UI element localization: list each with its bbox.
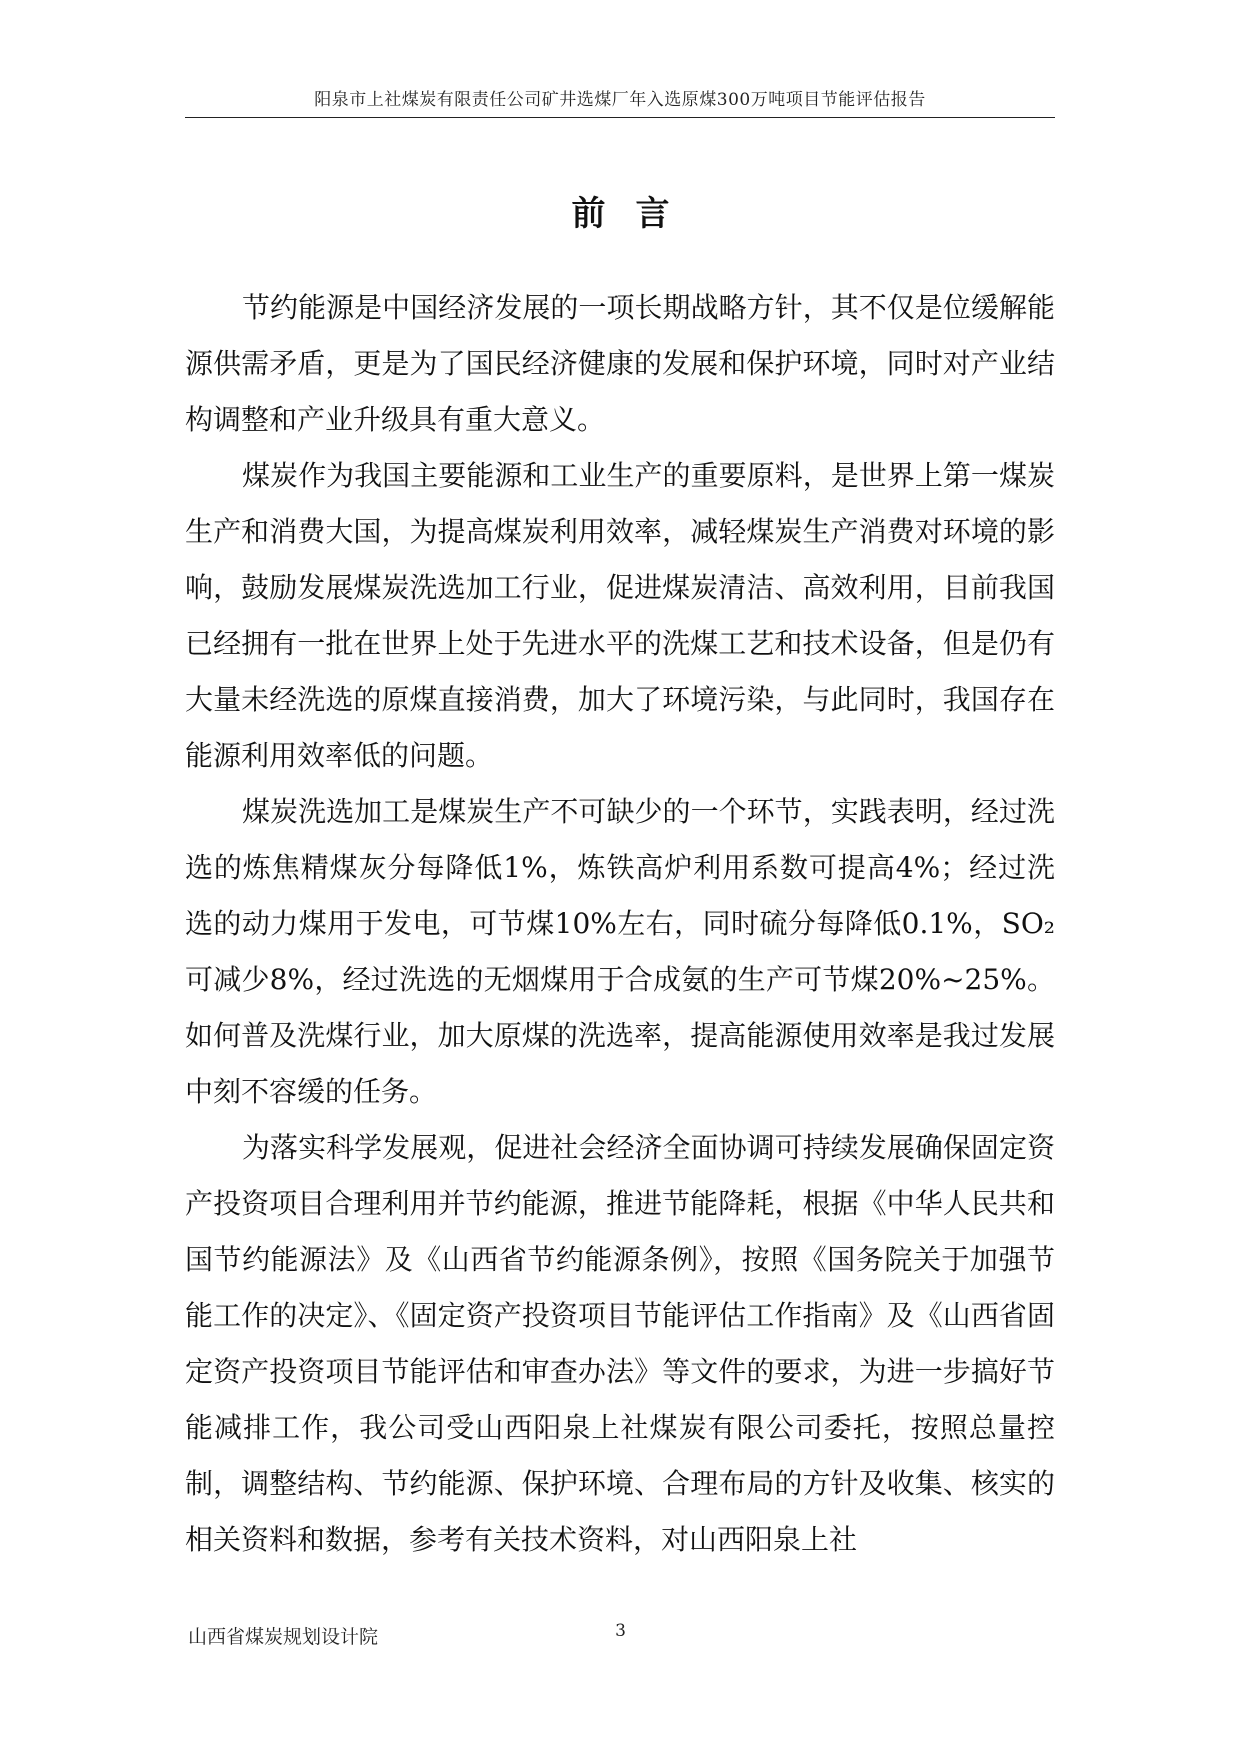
- header-divider: [185, 117, 1055, 118]
- paragraph: 为落实科学发展观，促进社会经济全面协调可持续发展确保固定资产投资项目合理利用并节约能源，推进节能降耗，根据《中华人民共和国节约能源法》及《山西省节约能源条例》，按照《国务院关于加强节能工作的决定》、《固定资产投资项目节能评估工作指南》及《山西省固定资产投资项目节能评估和审查办法》等文件的要求，为进一步搞好节能减排工作，我公司受山西阳泉上社煤炭有限公司委托，按照总量控制，调整结构、节约能源、保护环境、合理布局的方针及收集、核实的相关资料和数据，参考有关技术资料，对山西阳泉上社: [185, 1131, 1055, 1556]
- footer-organization: 山西省煤炭规划设计院: [188, 1626, 379, 1648]
- running-header: 阳泉市上社煤炭有限责任公司矿井选煤厂年入选原煤300万吨项目节能评估报告: [314, 90, 926, 110]
- body-text: [185, 280, 1055, 1568]
- paragraph: 节约能源是中国经济发展的一项长期战略方针，其不仅是位缓解能源供需矛盾，更是为了国民经济健康的发展和保护环境，同时对产业结构调整和产业升级具有重大意义。: [185, 291, 1055, 436]
- paragraph: 煤炭洗选加工是煤炭生产不可缺少的一个环节，实践表明，经过洗选的炼焦精煤灰分每降低1%，炼铁高炉利用系数可提高4%；经过洗选的动力煤用于发电，可节煤10%左右，同时硫分每降低0.1%，SO₂可减少8%，经过洗选的无烟煤用于合成氨的生产可节煤20%~25%。如何普及洗煤行业，加大原煤的洗选率，提高能源使用效率是我过发展中刻不容缓的任务。: [185, 795, 1055, 1108]
- section-title: 前言: [571, 194, 700, 234]
- paragraph: 煤炭作为我国主要能源和工业生产的重要原料，是世界上第一煤炭生产和消费大国，为提高煤炭利用效率，减轻煤炭生产消费对环境的影响，鼓励发展煤炭洗选加工行业，促进煤炭清洁、高效利用，目前我国已经拥有一批在世界上处于先进水平的洗煤工艺和技术设备，但是仍有大量未经洗选的原煤直接消费，加大了环境污染，与此同时，我国存在能源利用效率低的问题。: [185, 459, 1055, 772]
- page-number: 3: [615, 1621, 626, 1641]
